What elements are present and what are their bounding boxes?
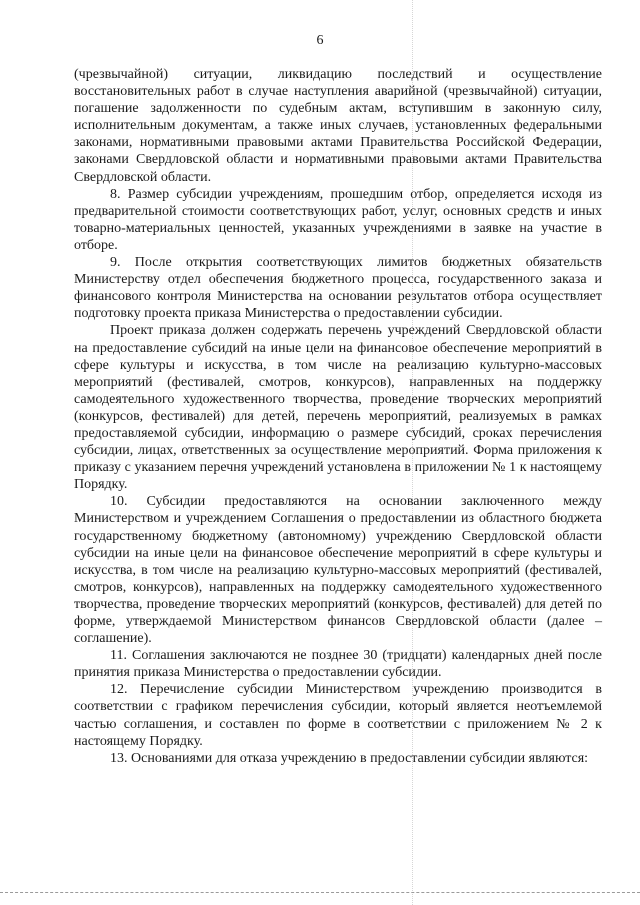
paragraph-item-11: 11. Соглашения заключаются не позднее 30 (тридцати) календарных дней после принятия приказа Министерства о предоставлении субсидии. — [74, 648, 602, 681]
paragraph-item-8: 8. Размер субсидии учреждениям, прошедшим отбор, определяется исходя из предварительной стоимости соответствующих работ, услуг, основных средств и иных товарно-материальных ценностей, указанных учреждениями в заявке на участие в отборе. — [74, 186, 602, 253]
paragraph-order-draft: Проект приказа должен содержать перечень учреждений Свердловской области на предоставление субсидий на иные цели на финансовое обеспечение мероприятий в сфере культуры и искусства, в том числе на реализацию культурно-массовых мероприятий (фестивалей, смотров, конкурсов), направленных на поддержку самодеятельного художественного творчества, проведение творческих мероприятий (конкурсов, фестивалей) для детей, перечень мероприятий, реализуемых в рамках предоставляемой субсидии, информацию о размере субсидий, сроках перечисления субсидии, лицах, ответственных за осуществление мероприятий. Форма приложения к приказу с указанием перечня учреждений установлена в приложении № 1 к настоящему Порядку. — [74, 323, 602, 493]
document-body — [74, 66, 602, 767]
paragraph-item-10: 10. Субсидии предоставляются на основании заключенного между Министерством и учреждением Соглашения о предоставлении из областного бюджета государственному бюджетному (автономному) учреждению Свердловской области субсидии на иные цели на финансовое обеспечение мероприятий в сфере культуры и искусства, в том числе на реализацию культурно-массовых мероприятий (фестивалей, смотров, конкурсов), направленных на поддержку самодеятельного художественного творчества, проведение творческих мероприятий (конкурсов, фестивалей) для детей по форме, утверждаемой Министерством финансов Свердловской области (далее – соглашение). — [74, 494, 602, 647]
page-number: 6 — [316, 33, 324, 48]
paragraph-continuation: (чрезвычайной) ситуации, ликвидацию последствий и осуществление восстановительных работ в случае наступления аварийной (чрезвычайной) ситуации, погашение задолженности по судебным актам, вступившим в законную силу, исполнительным документам, а также иных случаев, установленных федеральными законами, нормативными правовыми актами Правительства Российской Федерации, законами Свердловской области и нормативными правовыми актами Правительства Свердловской области. — [74, 67, 602, 185]
paragraph-item-13: 13. Основаниями для отказа учреждению в предоставлении субсидии являются: — [110, 750, 589, 766]
bottom-scan-rule — [0, 892, 640, 893]
paragraph-item-12: 12. Перечисление субсидии Министерством учреждению производится в соответствии с графиком перечисления субсидии, который является неотъемлемой частью соглашения, и составлен по форме в соответствии с приложением № 2 к настоящему Порядку. — [74, 682, 602, 749]
paragraph-item-9: 9. После открытия соответствующих лимитов бюджетных обязательств Министерству отдел обеспечения бюджетного процесса, государственного заказа и финансового контроля Министерства на основании результатов отбора осуществляет подготовку проекта приказа Министерства о предоставлении субсидии. — [74, 255, 602, 322]
